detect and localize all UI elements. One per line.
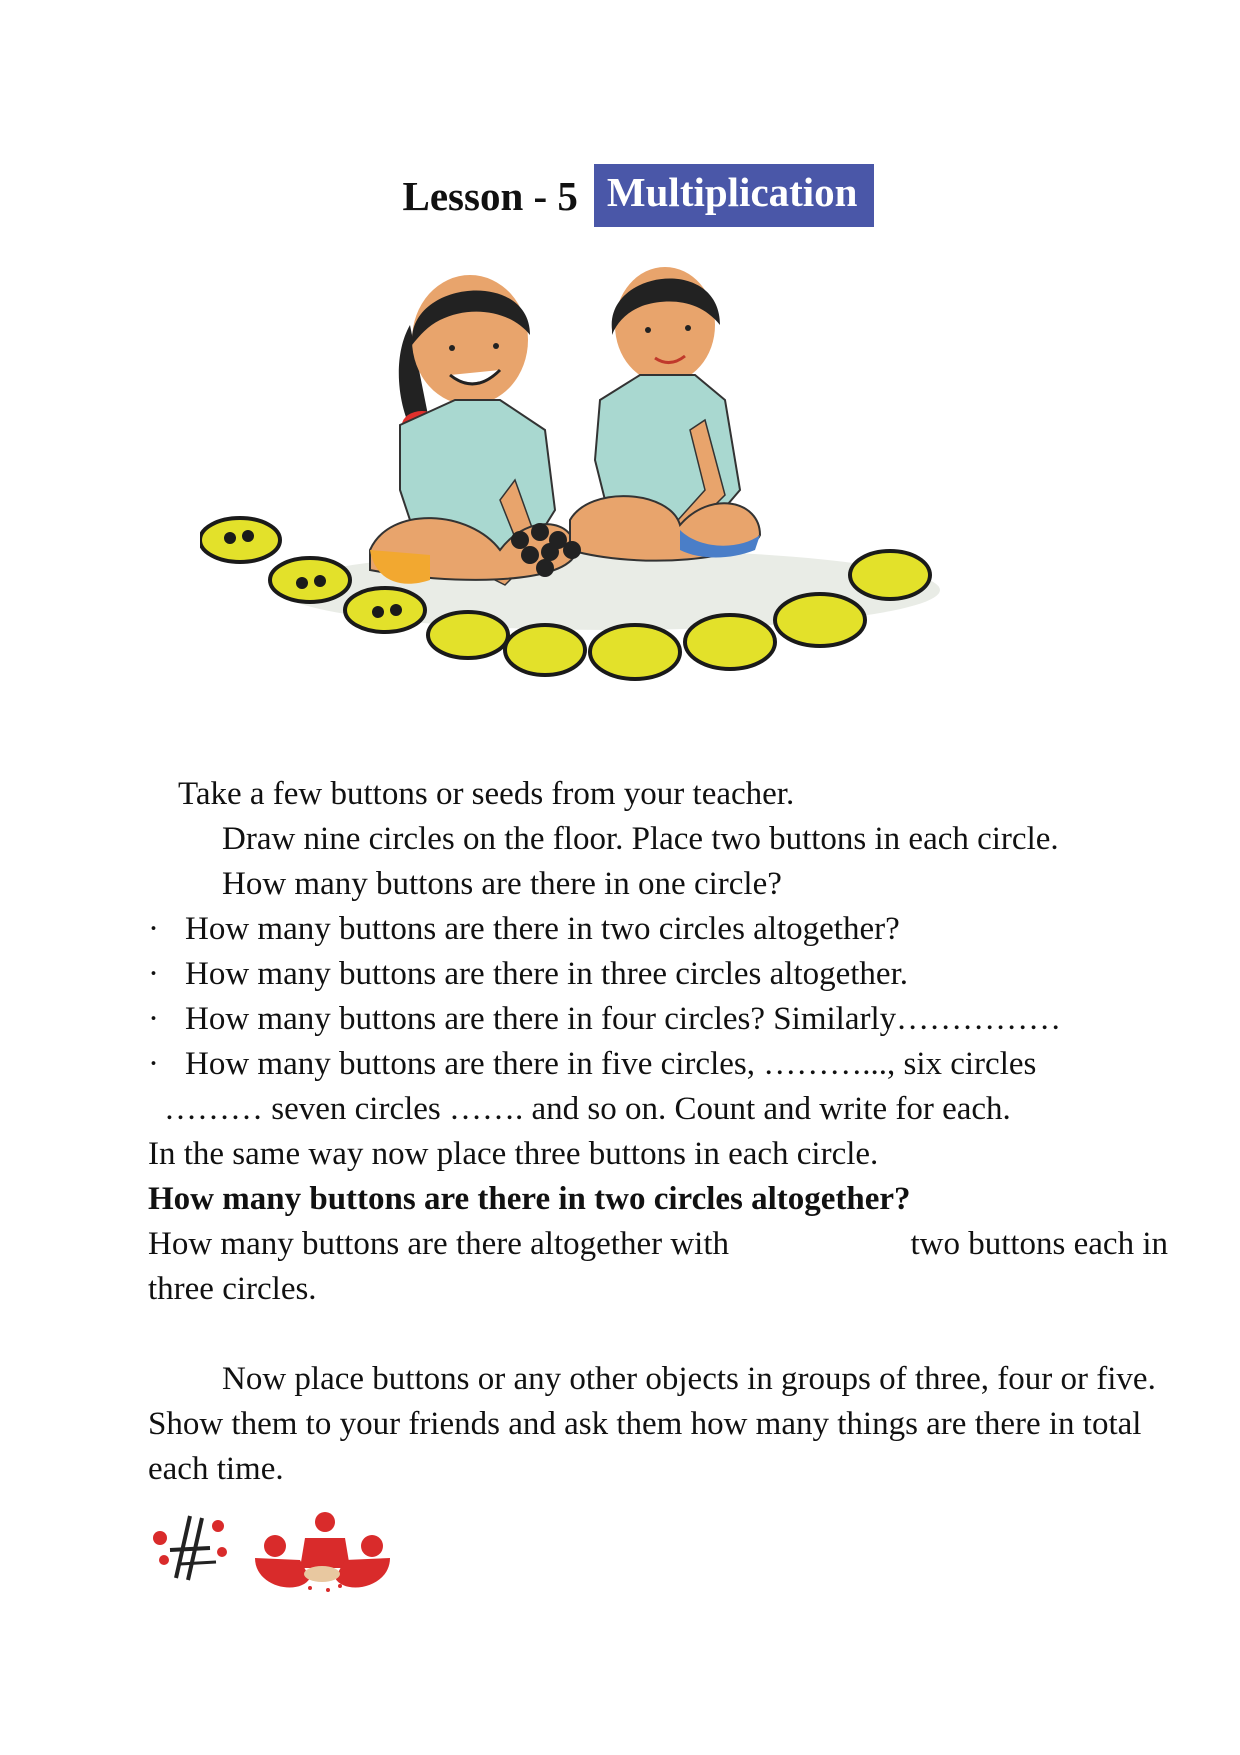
children-with-buttons-illustration	[200, 250, 1020, 720]
intro-line: How many buttons are there in one circle?	[222, 866, 782, 902]
floor-circle	[270, 558, 350, 602]
bullet-item	[148, 907, 1168, 952]
bullet-text: How many buttons are there in three circles altogether.	[185, 956, 908, 992]
bullet-marker: ·	[148, 1046, 159, 1082]
bullet-marker: ·	[148, 1001, 159, 1037]
floor-circle	[428, 612, 508, 658]
lesson-text	[148, 772, 1168, 1492]
group-activity-icon	[255, 1512, 390, 1592]
bold-question: How many buttons are there in two circles altogether?	[148, 1181, 911, 1217]
bullet-text: How many buttons are there in four circles? Similarly……………	[185, 1001, 1062, 1037]
intro-line: Take a few buttons or seeds from your teacher.	[178, 776, 795, 812]
intro-line: Draw nine circles on the floor. Place two buttons in each circle.	[222, 821, 1059, 857]
bullet-marker: ·	[148, 956, 159, 992]
lesson-topic-banner: Multiplication	[594, 164, 874, 227]
question-part: How many buttons are there altogether with	[148, 1226, 729, 1262]
question-part: two buttons each in	[910, 1226, 1168, 1262]
bullet-item	[148, 952, 1168, 997]
bullet-item	[148, 1042, 1168, 1087]
bullet-marker: ·	[148, 911, 159, 947]
floor-circle	[590, 625, 680, 679]
bullet-continuation: ……… seven circles ……. and so on. Count and write for each.	[164, 1091, 1011, 1127]
lesson-number: Lesson - 5	[402, 172, 578, 219]
question-line	[148, 1222, 1168, 1267]
boy-figure	[570, 267, 760, 561]
question-line-end: three circles.	[148, 1271, 317, 1307]
floor-circle	[775, 594, 865, 646]
lesson-title	[0, 164, 1240, 227]
floor-circle	[505, 625, 585, 675]
floor-circle	[345, 588, 425, 632]
spacer	[148, 1312, 1168, 1357]
floor-circle	[850, 551, 930, 599]
bullet-item	[148, 997, 1168, 1042]
activity-paragraph: Now place buttons or any other objects in groups of three, four or five. Show them to your friends and ask them how many things are there in total each time.	[148, 1361, 1156, 1487]
three-buttons-line: In the same way now place three buttons in each circle.	[148, 1136, 879, 1172]
floor-circle	[200, 518, 280, 562]
bullet-text: How many buttons are there in five circles, ………..., six circles	[185, 1046, 1037, 1082]
counting-sticks-icon	[153, 1516, 227, 1580]
bullet-text: How many buttons are there in two circles altogether?	[185, 911, 900, 947]
activity-icons	[150, 1508, 400, 1598]
floor-circle	[685, 615, 775, 669]
